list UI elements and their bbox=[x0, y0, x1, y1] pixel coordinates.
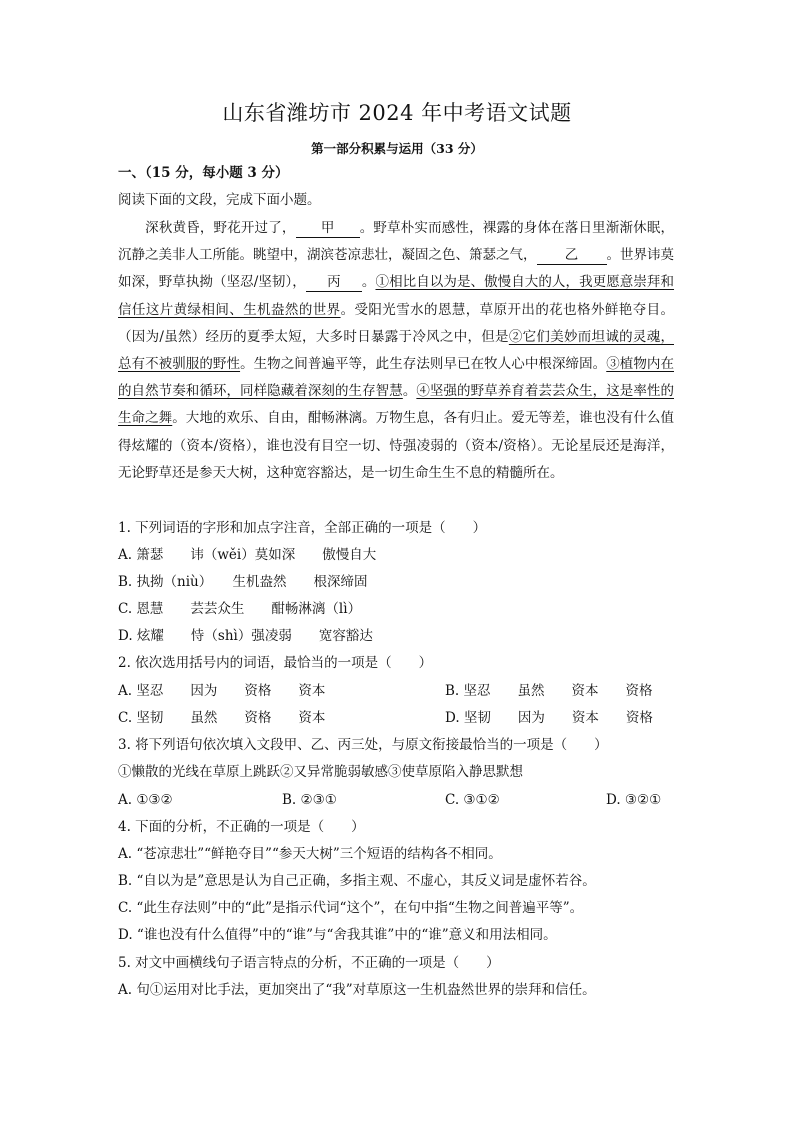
question-4-option-b: B. “自以为是”意思是认为自己正确，多指主观、不虚心，其反义词是虚怀若谷。 bbox=[118, 873, 596, 889]
question-4-option-a: A. “苍凉悲壮”“鲜艳夺目”“参天大树”三个短语的结构各不相同。 bbox=[118, 846, 502, 862]
question-3-option-d: D. ③②① bbox=[606, 792, 662, 808]
underlined-sentence-4: ④坚强的野草养育着芸芸众生，这是率性的生命之舞 bbox=[118, 383, 674, 427]
question-1-option-a: A. 箫瑟 讳（wěi）莫如深 傲慢自大 bbox=[118, 547, 377, 563]
blank-bing: 丙 bbox=[306, 274, 362, 292]
question-4-option-c: C. “此生存法则”中的“此”是指示代词“这个”，在句中指“生物之间普遍平等”。 bbox=[118, 900, 584, 916]
question-1-stem: 1. 下列词语的字形和加点字注音，全部正确的一项是（ ） bbox=[118, 520, 487, 536]
reading-passage: 深秋黄昏，野花开过了， 甲 。野草朴实而感性，裸露的身体在落日里渐渐休眠，沉静之美非人工所能。眺望中，湖滨苍凉悲壮，凝固之色、箫瑟之气， 乙 。世界讳莫如深，野草执拗（坚忍/坚韧）， 丙 。①相比自以为是、傲慢自大的人，我更愿意崇拜和信任这片黄绿相间、生机盎然的世界。受阳光雪水的恩慧，草原开出的花也格外鲜艳夺目。（因为/虽然）经历的夏季太短，大多时日暴露于冷风之中，但是②它们美妙而坦诚的灵魂，总有不被驯服的野性。生物之间普遍平等，此生存法则早已在牧人心中根深缔固。③植物内在的自然节奏和循环，同样隐藏着深刻的生存智慧。④坚强的野草养育着芸芸众生，这是率性的生命之舞。大地的欢乐、自由，酣畅淋漓。万物生息，各有归止。爱无等差，谁也没有什么值得炫耀的（资本/资格），谁也没有目空一切、恃强凌弱的（资本/资格）。无论星辰还是海洋，无论野草还是参天大树，这种宽容豁达，是一切生命生生不息的精髓所在。 bbox=[118, 220, 675, 481]
underlined-sentence-2: ②它们美妙而坦诚的灵魂，总有不被驯服的野性 bbox=[118, 328, 674, 373]
question-2-stem: 2. 依次选用括号内的词语，最恰当的一项是（ ） bbox=[118, 655, 433, 671]
blank-jia: 甲 bbox=[296, 220, 360, 238]
question-2-option-a: A. 坚忍 因为 资格 资本 bbox=[118, 683, 326, 699]
question-5-stem: 5. 对文中画横线句子语言特点的分析，不正确的一项是（ ） bbox=[118, 955, 500, 971]
question-5-option-a: A. 句①运用对比手法，更加突出了“我”对草原这一生机盎然世界的崇拜和信任。 bbox=[118, 982, 596, 998]
blank-yi: 乙 bbox=[537, 247, 607, 265]
question-2-option-c: C. 坚韧 虽然 资格 资本 bbox=[118, 710, 326, 726]
reading-instruction: 阅读下面的文段，完成下面小题。 bbox=[118, 192, 321, 208]
part-heading: 第一部分积累与运用（33 分） bbox=[311, 141, 483, 156]
question-3-option-b: B. ②③① bbox=[282, 792, 337, 808]
underlined-sentence-1: ①相比自以为是、傲慢自大的人，我更愿意崇拜和信任这片黄绿相间、生机盎然的世界 bbox=[118, 274, 675, 318]
question-2-option-d: D. 坚韧 因为 资本 资格 bbox=[445, 710, 653, 726]
question-3-sentences: ①懒散的光线在草原上跳跃②又异常脆弱敏感③使草原陷入静思默想 bbox=[118, 764, 523, 780]
question-4-stem: 4. 下面的分析，不正确的一项是（ ） bbox=[118, 819, 365, 835]
question-1-option-d: D. 炫耀 恃（shì）强凌弱 宽容豁达 bbox=[118, 628, 373, 644]
page-title: 山东省潍坊市 2024 年中考语文试题 bbox=[222, 101, 572, 125]
question-4-option-d: D. “谁也没有什么值得”中的“谁”与“舍我其谁”中的“谁”意义和用法相同。 bbox=[118, 927, 557, 943]
question-3-option-a: A. ①③② bbox=[118, 792, 173, 808]
section-heading: 一、（15 分，每小题 3 分） bbox=[118, 165, 289, 181]
question-2-option-b: B. 坚忍 虽然 资本 资格 bbox=[445, 683, 653, 699]
question-3-stem: 3. 将下列语句依次填入文段甲、乙、丙三处，与原文衔接最恰当的一项是（ ） bbox=[118, 737, 608, 753]
question-1-option-c: C. 恩慧 芸芸众生 酣畅淋漓（lì） bbox=[118, 601, 362, 617]
underlined-sentence-3: ③植物内在的自然节奏和循环，同样隐藏着深刻的生存智慧 bbox=[118, 356, 674, 400]
question-3-option-c: C. ③①② bbox=[445, 792, 500, 808]
question-1-option-b: B. 执拗（niù） 生机盎然 根深缔固 bbox=[118, 574, 368, 590]
